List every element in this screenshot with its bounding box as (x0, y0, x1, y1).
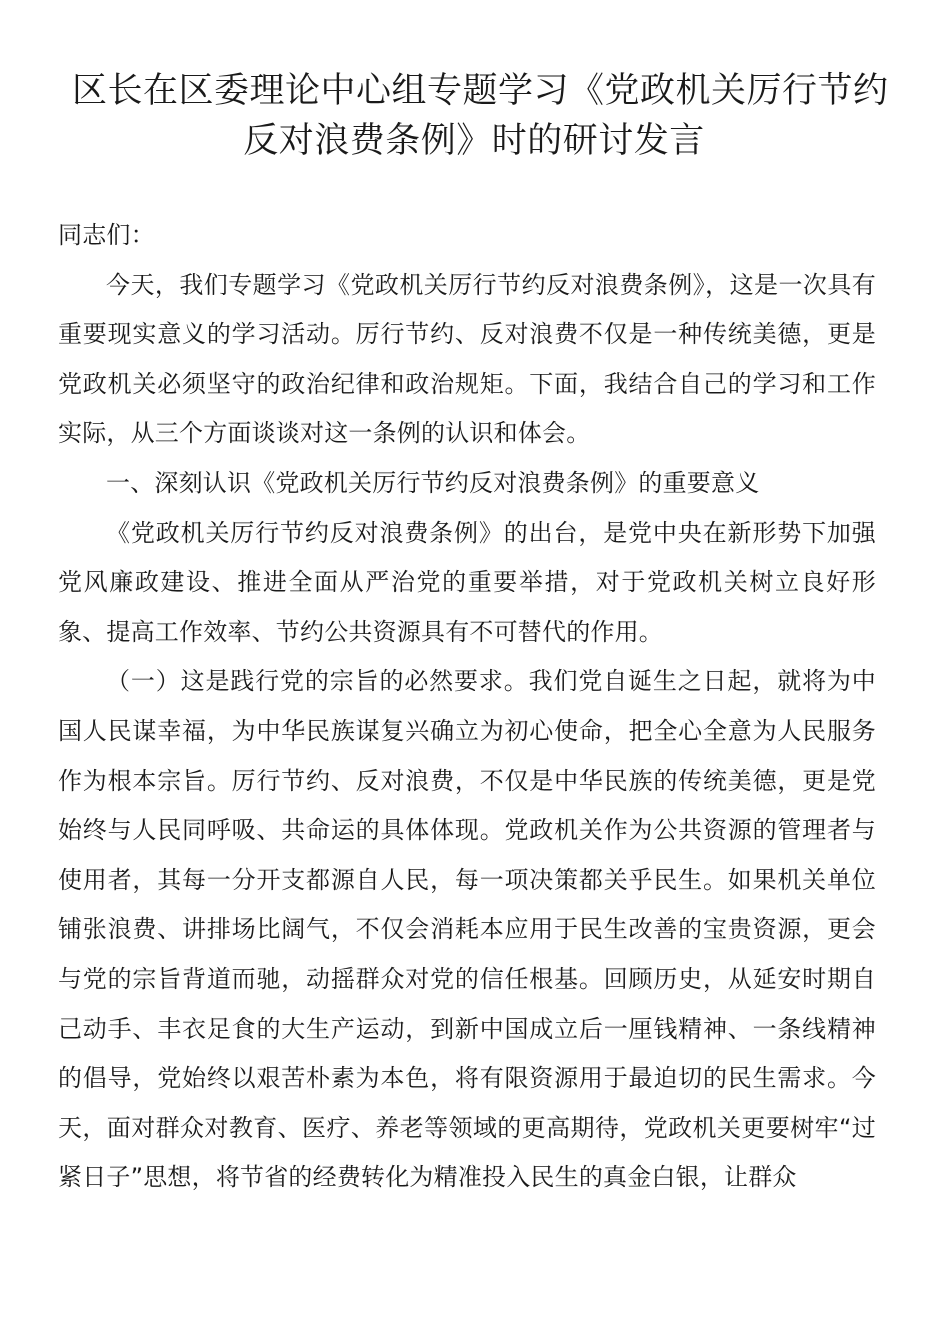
paragraph-intro: 今天，我们专题学习《党政机关厉行节约反对浪费条例》，这是一次具有重要现实意义的学习活动。厉行节约、反对浪费不仅是一种传统美德，更是党政机关必须坚守的政治纪律和政治规矩。下面，我结合自己的学习和工作实际，从三个方面谈谈对这一条例的认识和体会。 (58, 270, 876, 448)
paragraph-point-1: （一）这是践行党的宗旨的必然要求。我们党自诞生之日起，就将为中国人民谋幸福，为中华民族谋复兴确立为初心使命，把全心全意为人民服务作为根本宗旨。厉行节约、反对浪费，不仅是中华民族的传统美德，更是党始终与人民同呼吸、共命运的具体体现。党政机关作为公共资源的管理者与使用者，其每一分开支都源自人民，每一项决策都关乎民生。如果机关单位铺张浪费、讲排场比阔气，不仅会消耗本应用于民生改善的宝贵资源，更会与党的宗旨背道而驰，动摇群众对党的信任根基。回顾历史，从延安时期自己动手、丰衣足食的大生产运动，到新中国成立后一厘钱精神、一条线精神的倡导，党始终以艰苦朴素为本色，将有限资源用于最迫切的民生需求。今天，面对群众对教育、医疗、养老等领域的更高期待，党政机关更要树牢“过紧日子”思想，将节省的经费转化为精准投入民生的真金白银，让群众 (58, 667, 876, 1192)
section-heading-1: 一、深刻认识《党政机关厉行节约反对浪费条例》的重要意义 (106, 468, 760, 497)
title-line-1: 区长在区委理论中心组专题学习《党政机关厉行节约 (72, 71, 889, 111)
paragraph-significance: 《党政机关厉行节约反对浪费条例》的出台，是党中央在新形势下加强党风廉政建设、推进全面从严治党的重要举措，对于党政机关树立良好形象、提高工作效率、节约公共资源具有不可替代的作用。 (58, 518, 876, 646)
document-title (58, 66, 889, 166)
salutation: 同志们： (58, 221, 155, 249)
document-body (58, 211, 876, 1203)
title-line-2: 反对浪费条例》时的研讨发言 (243, 121, 705, 161)
